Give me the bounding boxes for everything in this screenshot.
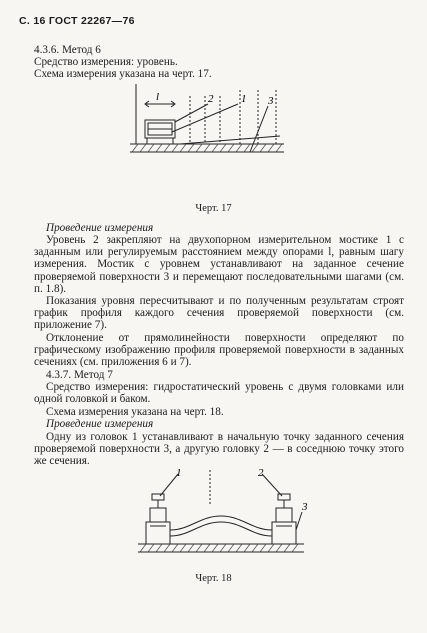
measurement-tool-text-2: Средство измерения: гидростатический уровень с двумя головками или одной головкой и баком. (34, 381, 404, 406)
fig18-label-3: 3 (302, 501, 308, 513)
figure-18-diagram (0, 466, 427, 566)
figure-17-caption: Черт. 17 (195, 203, 232, 214)
fig18-label-2: 2 (258, 467, 264, 479)
scheme-reference-text-2: Схема измерения указана на черт. 18. (46, 406, 224, 418)
fig17-label-1: 1 (241, 93, 247, 105)
section-heading-method-7: 4.3.7. Метод 7 (46, 369, 113, 381)
scheme-reference-text: Схема измерения указана на черт. 17. (34, 68, 212, 80)
fig17-label-3: 3 (268, 95, 274, 107)
procedure2-paragraph-1: Одну из головок 1 устанавливают в начальную точку заданного сечения проверяемой поверхности 3, а другую головку 2 — в соседнюю точку этого же сечения. (34, 431, 404, 468)
procedure-paragraph-2: Показания уровня пересчитывают и по полученным результатам строят график профиля каждого сечения проверяемой поверхности (см. приложение 7). (34, 295, 404, 332)
procedure-paragraph-3: Отклонение от прямолинейности поверхности определяют по графическому изображению профиля проверяемой поверхности в заданных сечениях (см. приложения 6 и 7). (34, 332, 404, 369)
fig17-label-2: 2 (208, 93, 214, 105)
fig18-label-1: 1 (176, 467, 182, 479)
procedure-title: Проведение измерения (46, 222, 154, 234)
section-heading-method-6: 4.3.6. Метод 6 (34, 44, 101, 56)
procedure-paragraph-1: Уровень 2 закрепляют на двухопорном измерительном мостике 1 с заданным или регулируемым расстоянием между опорами l, равным шагу измерения. Мостик с уровнем устанавливают на заданное сечение проверяемой поверхности 3 и перемещают последовательными шагами (см. п. 1.8). (34, 234, 404, 295)
page-header: С. 16 ГОСТ 22267—76 (19, 15, 135, 27)
procedure-title-2: Проведение измерения (46, 418, 154, 430)
measurement-tool-text: Средство измерения: уровень. (34, 56, 178, 68)
figure-17-diagram (0, 82, 427, 202)
figure-18-caption: Черт. 18 (195, 573, 232, 584)
fig17-label-l: l (156, 91, 160, 103)
